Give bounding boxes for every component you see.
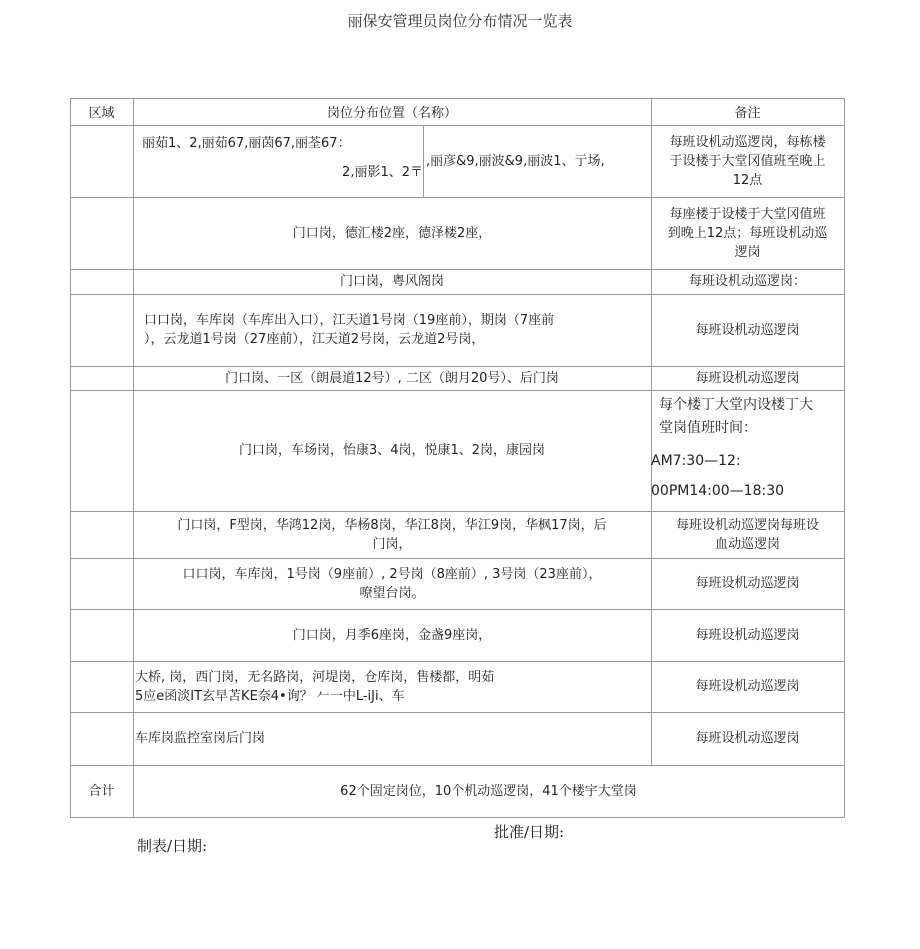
row-2-position: 门口岗，德汇楼2座，德泽楼2座， bbox=[292, 225, 492, 241]
approved-by-date: 批准/日期: bbox=[494, 823, 565, 841]
row-9-position: 门口岗，月季6座岗，金盏9座岗， bbox=[292, 627, 492, 643]
table-rule-11 bbox=[70, 712, 845, 713]
table-rule-7 bbox=[70, 511, 845, 512]
row-10-position: 大桥, 岗，西门岗，无名路岗，河堤岗，仓库岗，售楼都，明茹 bbox=[135, 669, 495, 685]
table-rule-9 bbox=[70, 609, 845, 610]
total-label: 合计 bbox=[88, 783, 115, 799]
row-1-position-a: 丽茹1、2,丽茹67,丽茵67,丽荃67： bbox=[142, 136, 351, 151]
table-rule-6 bbox=[70, 390, 845, 391]
row-6-remarks: 每个楼丁大堂内设楼丁大 bbox=[659, 397, 813, 413]
row-1-remarks: 于设楼于大堂冈值班至晚上 bbox=[669, 153, 826, 169]
table-rule-3 bbox=[70, 269, 845, 270]
row-6-remarks: AM7:30—12: bbox=[651, 453, 741, 469]
header-area: 区域 bbox=[88, 106, 115, 121]
total-value: 62个固定岗位，10个机动巡逻岗，41个楼宇大堂岗 bbox=[340, 783, 637, 799]
row-4-position: 口口岗，车库岗（车库出入口），江天道1号岗（19座前），期岗（7座前 bbox=[144, 313, 555, 328]
row-8-position: 嘹望台岗。 bbox=[359, 585, 425, 601]
table-rule-2 bbox=[70, 197, 845, 198]
row-7-position: 门岗， bbox=[372, 536, 412, 552]
row-11-position: 车库岗监控室岗后门岗 bbox=[135, 731, 266, 746]
row-4-remarks: 每班设机动巡逻岗 bbox=[695, 322, 800, 338]
row-4-position: ），云龙道1号岗（27座前），江天道2号岗，云龙道2号岗， bbox=[144, 332, 485, 347]
table-border-right bbox=[844, 98, 845, 818]
row-10-position: 5应e函淡IT玄早苫KE奈4•询？ 𠂉一中L-iJi、车 bbox=[135, 688, 405, 704]
row-8-position: 口口岗，车库岗，1号岗（9座前）, 2号岗（8座前）, 3号岗（23座前）， bbox=[182, 566, 602, 582]
header-remarks: 备注 bbox=[734, 106, 761, 121]
row-1-remarks: 每班设机动巡逻岗，每栋楼 bbox=[669, 134, 826, 150]
table-rule-5 bbox=[70, 366, 845, 367]
row-2-remarks: 每座楼于设楼于大堂冈值班 bbox=[669, 206, 826, 222]
row-6-remarks: 00PM14:00—18:30 bbox=[651, 483, 785, 499]
row-9-remarks: 每班设机动巡逻岗 bbox=[695, 627, 800, 643]
row-7-remarks: 血动巡逻岗 bbox=[714, 536, 780, 552]
table-rule-1 bbox=[70, 125, 845, 126]
row-7-remarks: 每班设机动巡逻岗每班设 bbox=[675, 517, 819, 533]
row-5-remarks: 每班设机动巡逻岗 bbox=[695, 370, 800, 386]
header-position: 岗位分布位置（名称） bbox=[326, 106, 457, 121]
row-1-remarks: 12点 bbox=[732, 172, 763, 188]
row-11-remarks: 每班设机动巡逻岗 bbox=[695, 731, 800, 746]
table-rule-13 bbox=[70, 817, 845, 818]
row-1-position-b: ,丽彦&9,丽波&9,丽波1、亍场, bbox=[426, 154, 605, 169]
row-1-position-a: 2,丽影1、2〒 bbox=[342, 165, 423, 180]
row-2-remarks: 逻岗 bbox=[734, 244, 761, 260]
table-border-left bbox=[70, 98, 71, 818]
table-rule-4 bbox=[70, 294, 845, 295]
table-rule-10 bbox=[70, 661, 845, 662]
table-rule-0 bbox=[70, 98, 845, 99]
row-2-remarks: 到晚上12点；每班设机动巡 bbox=[667, 225, 828, 241]
prepared-by-date: 制表/日期: bbox=[137, 837, 208, 855]
table-rule-12 bbox=[70, 765, 845, 766]
row-6-position: 门口岗，车场岗，怡康3、4岗，悦康1、2岗，康园岗 bbox=[238, 443, 546, 458]
row-8-remarks: 每班设机动巡逻岗 bbox=[695, 576, 800, 591]
row-10-remarks: 每班设机动巡逻岗 bbox=[695, 679, 800, 694]
row-6-remarks: 堂岗值班时间： bbox=[659, 420, 757, 436]
row-3-remarks: 每班设机动巡逻岗： bbox=[688, 274, 806, 289]
table-rule-8 bbox=[70, 558, 845, 559]
document-title: 丽保安管理员岗位分布情况一览表 bbox=[347, 12, 573, 30]
row-7-position: 门口岗，F型岗，华鸿12岗，华杨8岗，华江8岗，华江9岗，华枫17岗，后 bbox=[177, 517, 607, 533]
row-3-position: 门口岗，粤风阁岗 bbox=[339, 274, 444, 289]
row-5-position: 门口岗、一区（朗晨道12号）, 二区（朗月20号）、后门岗 bbox=[225, 370, 559, 386]
row-1-inner-divider bbox=[423, 125, 424, 197]
